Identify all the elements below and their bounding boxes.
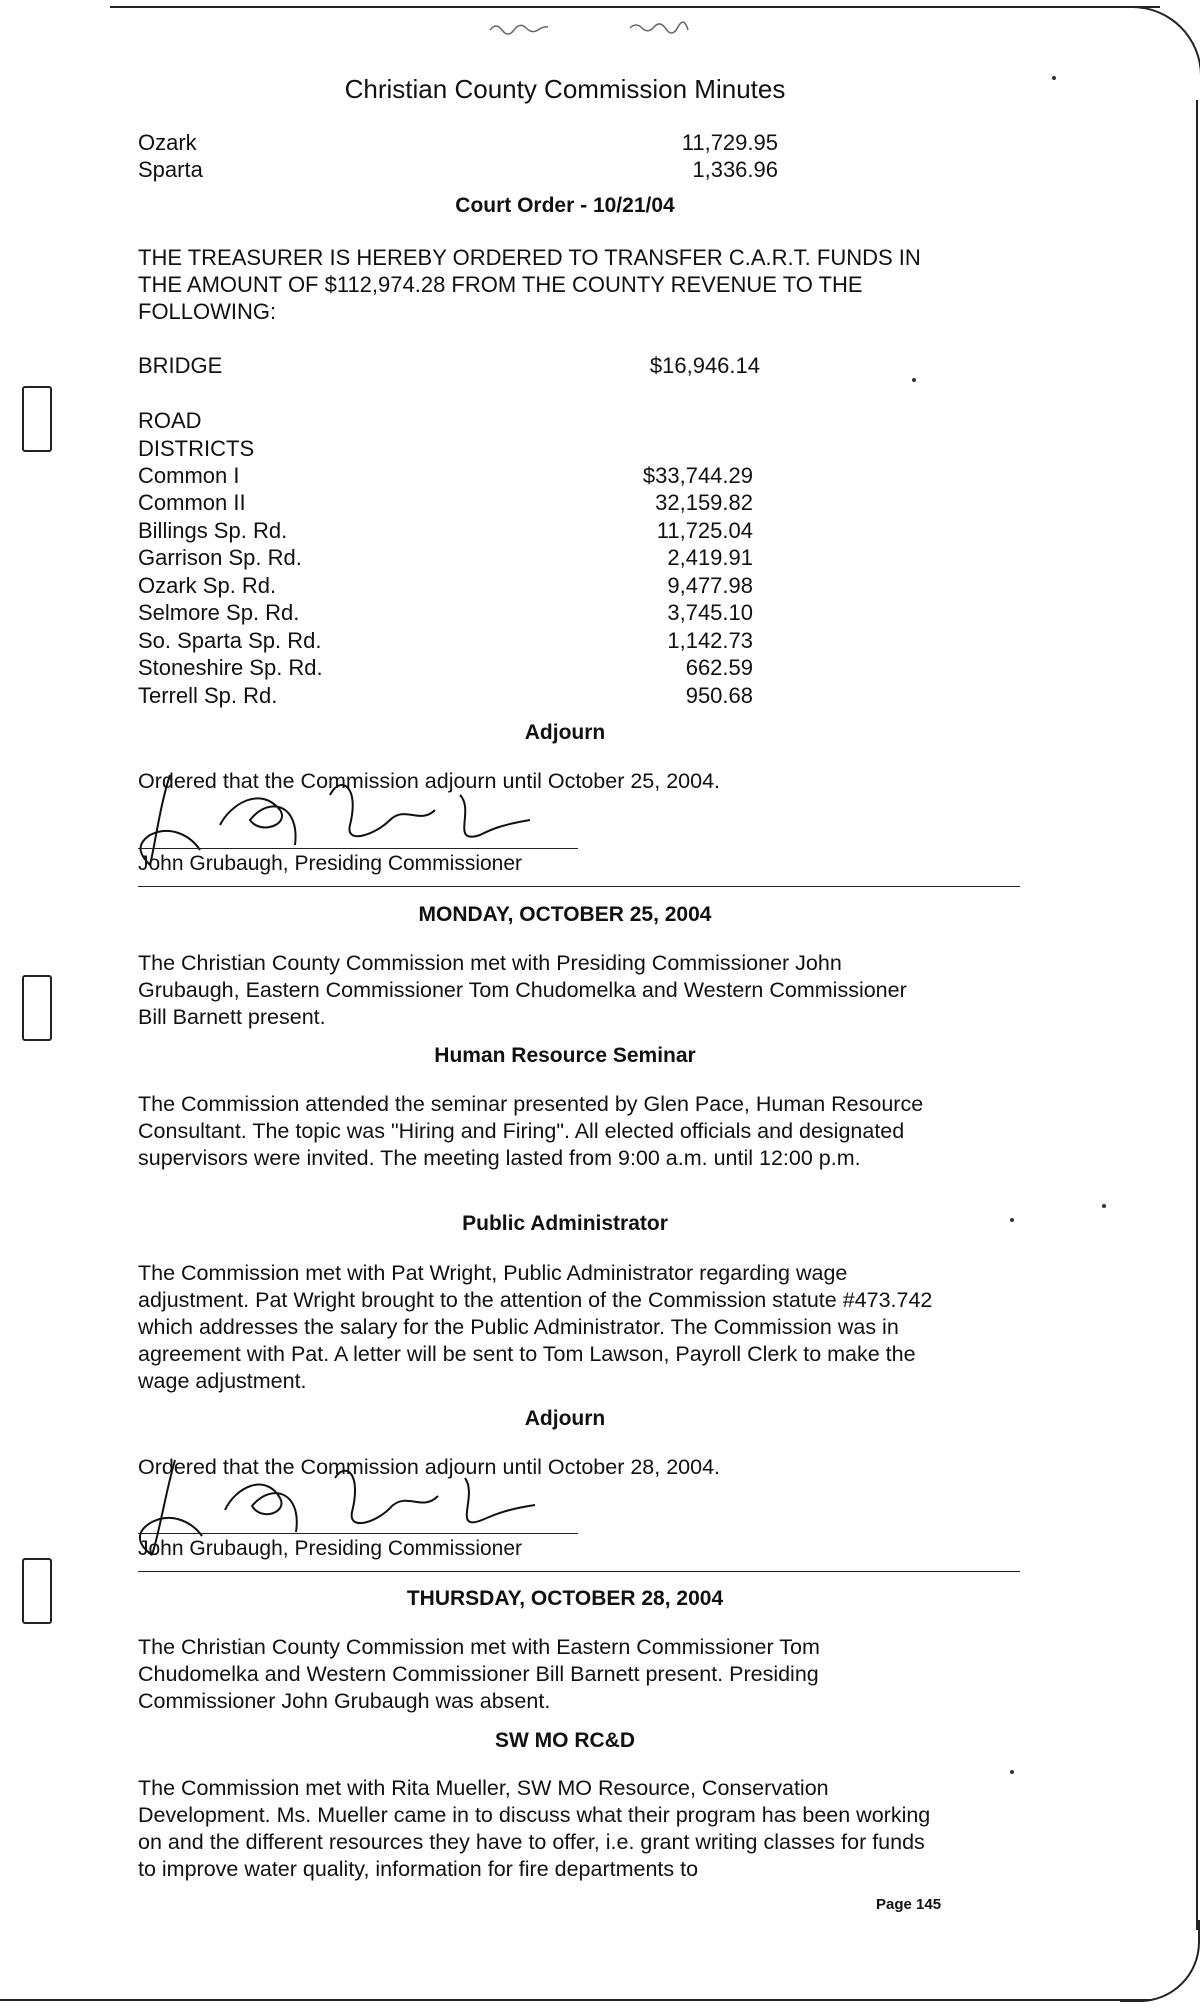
fund-row — [138, 157, 778, 185]
fund-label: Sparta — [138, 157, 203, 182]
district-amount: 662.59 — [685, 655, 753, 680]
district-row — [138, 683, 753, 711]
signer-name: John Grubaugh, Presiding Commissioner — [138, 852, 523, 875]
road-label: ROAD — [138, 408, 202, 433]
district-label: Stoneshire Sp. Rd. — [138, 655, 323, 680]
section-heading: Court Order - 10/21/04 — [455, 194, 675, 217]
page-border-top — [110, 6, 1160, 8]
swmo-text: The Commission met with Rita Mueller, SW MO Resource, Conservation Development. Ms. Mueller came in to discuss what their program has been working on and the different resources they have to offer, i.e. grant writing classes for funds to improve water quality, information for fire departments to — [138, 1776, 931, 1881]
district-row — [138, 490, 753, 518]
district-row — [138, 628, 753, 656]
district-label: Billings Sp. Rd. — [138, 518, 288, 543]
district-label: Common II — [138, 490, 246, 515]
district-label: Selmore Sp. Rd. — [138, 600, 300, 625]
district-label: So. Sparta Sp. Rd. — [138, 628, 322, 653]
bridge-row — [138, 353, 760, 381]
bridge-label: BRIDGE — [138, 353, 223, 378]
section-heading: SW MO RC&D — [495, 1729, 635, 1752]
district-label: Ozark Sp. Rd. — [138, 573, 277, 598]
fund-amount: 1,336.96 — [692, 157, 778, 182]
district-row — [138, 463, 753, 491]
scan-speck — [1102, 1204, 1106, 1208]
district-amount: $33,744.29 — [642, 463, 753, 488]
signer-name: John Grubaugh, Presiding Commissioner — [138, 1537, 523, 1560]
district-row — [138, 600, 753, 628]
section-heading: Adjourn — [524, 721, 606, 744]
district-label: Terrell Sp. Rd. — [138, 683, 278, 708]
district-label: Common I — [138, 463, 240, 488]
date-heading: THURSDAY, OCTOBER 28, 2004 — [406, 1587, 724, 1610]
bridge-amount: $16,946.14 — [649, 353, 760, 378]
fund-amount: 11,729.95 — [681, 130, 778, 155]
section-heading: Human Resource Seminar — [434, 1044, 696, 1067]
adjourn-order-text: Ordered that the Commission adjourn until October 25, 2004. — [138, 769, 721, 793]
page-title: Christian County Commission Minutes — [344, 74, 786, 104]
district-row — [138, 573, 753, 601]
district-amount: 9,477.98 — [667, 573, 753, 598]
district-amount: 3,745.10 — [667, 600, 753, 625]
public-admin-text: The Commission met with Pat Wright, Public Administrator regarding wage adjustment. Pat Wright brought to the attention of the Commission statute #473.742 which addresses the salary for the Public Administrator. The Commission was in agreement with Pat. A letter will be sent to Tom Lawson, Payroll Clerk to make the wage adjustment. — [138, 1261, 933, 1393]
meeting-attendance-text: The Christian County Commission met with Presiding Commissioner John Grubaugh, Eastern Commissioner Tom Chudomelka and Western Commissioner Bill Barnett present. — [138, 951, 907, 1029]
court-order-text: THE TREASURER IS HEREBY ORDERED TO TRANSFER C.A.R.T. FUNDS IN THE AMOUNT OF $112,974.28 FROM THE COUNTY REVENUE TO THE FOLLOWING: — [138, 245, 921, 324]
binder-hole-2 — [22, 975, 52, 1041]
page-border-right — [1196, 100, 1198, 1930]
date-heading: MONDAY, OCTOBER 25, 2004 — [418, 903, 712, 926]
districts-label: DISTRICTS — [138, 436, 255, 461]
district-row — [138, 545, 753, 573]
district-row — [138, 518, 753, 546]
district-amount: 1,142.73 — [667, 628, 753, 653]
fund-label: Ozark — [138, 130, 197, 155]
hr-seminar-text: The Commission attended the seminar presented by Glen Pace, Human Resource Consultant. The topic was "Hiring and Firing". All elected officials and designated supervisors were invited. The meeting lasted from 9:00 a.m. until 12:00 p.m. — [138, 1092, 924, 1170]
district-row — [138, 655, 753, 683]
district-label: Garrison Sp. Rd. — [138, 545, 302, 570]
section-heading: Adjourn — [524, 1407, 606, 1430]
district-amount: 2,419.91 — [667, 545, 753, 570]
scan-noise-marks — [480, 18, 730, 36]
page-number: Page 145 — [876, 1896, 942, 1913]
meeting-attendance-text: The Christian County Commission met with Eastern Commissioner Tom Chudomelka and Western Commissioner Bill Barnett present. Presiding Commissioner John Grubaugh was absent. — [138, 1635, 820, 1713]
page-border-corner-bottom — [1120, 1920, 1200, 2002]
page-border-corner-top — [1120, 6, 1200, 108]
scan-speck — [912, 378, 916, 382]
fund-row — [138, 130, 778, 158]
section-divider — [138, 1571, 1020, 1572]
district-amount: 950.68 — [685, 683, 753, 708]
scan-speck — [1010, 1770, 1014, 1774]
district-amount: 32,159.82 — [655, 490, 753, 515]
section-heading: Public Administrator — [462, 1212, 668, 1235]
signature-line — [138, 1533, 578, 1534]
adjourn-order-text: Ordered that the Commission adjourn until October 28, 2004. — [138, 1455, 721, 1479]
binder-hole-1 — [22, 386, 52, 452]
signature-line — [138, 848, 578, 849]
page-border-bottom — [0, 1999, 1150, 2001]
district-amount: 11,725.04 — [656, 518, 753, 543]
section-divider — [138, 886, 1020, 887]
